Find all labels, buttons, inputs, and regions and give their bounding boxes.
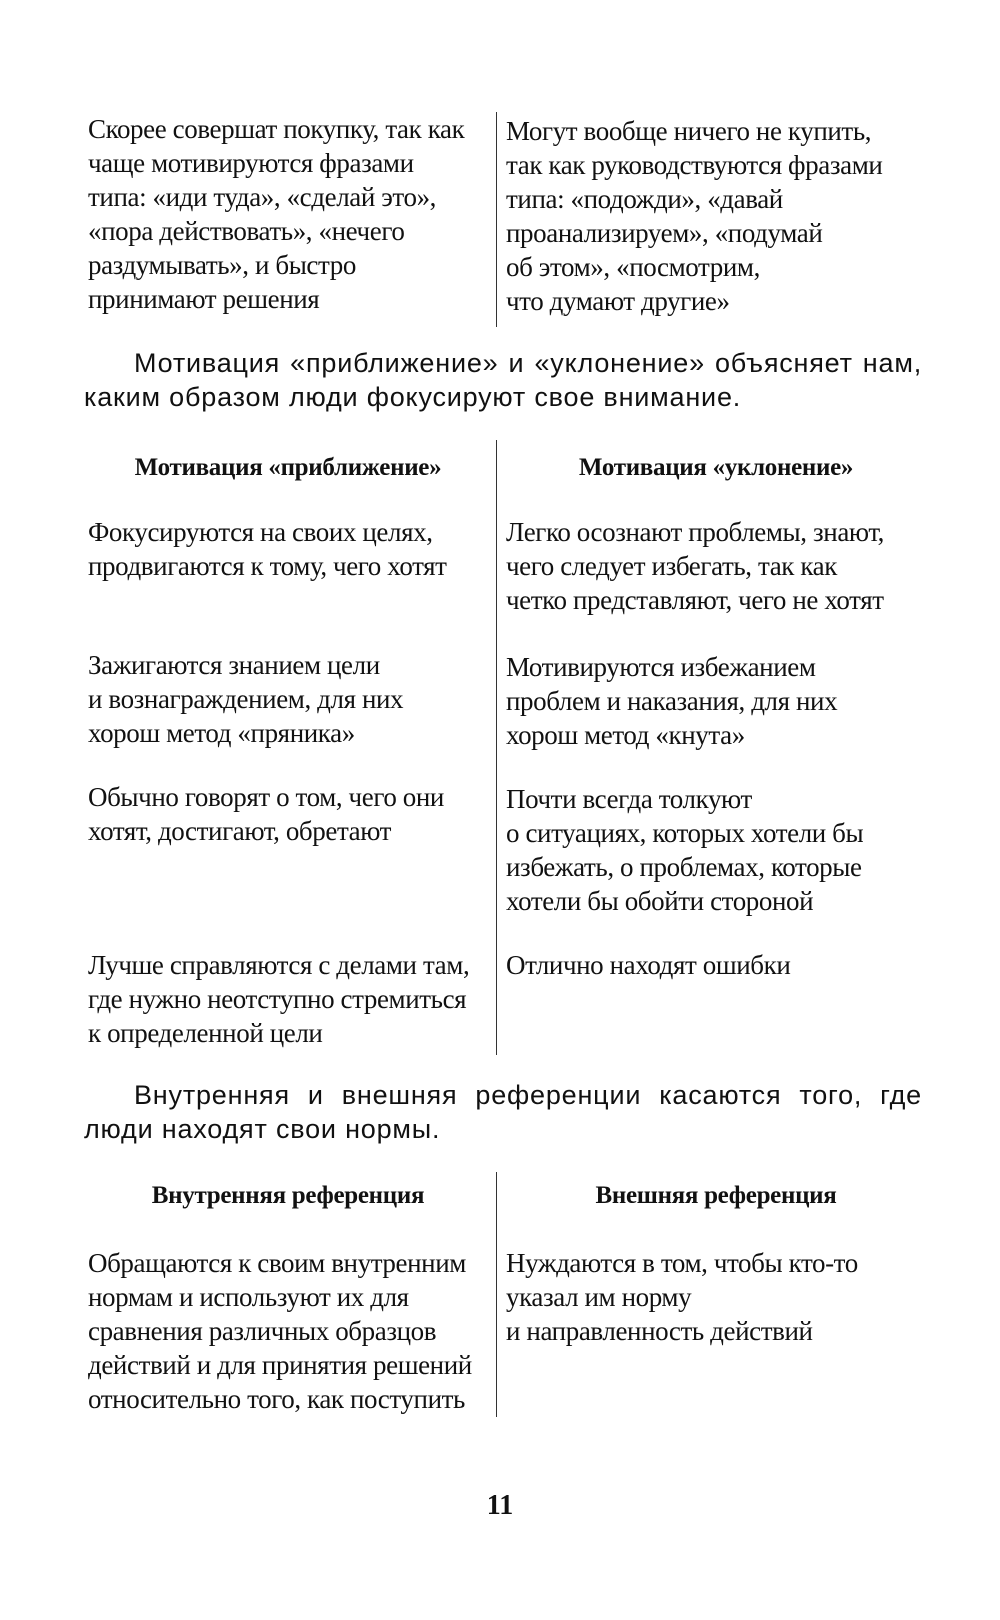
table-cell-right: Нуждаются в том, чтобы кто-то указал им норму и направленность действий <box>506 1248 858 1346</box>
reference-table <box>88 1172 918 1417</box>
comparison-table-continued <box>88 112 918 327</box>
table-cell-right: Мотивируются избежанием проблем и наказания, для них хорош метод «кнута» <box>506 652 838 750</box>
column-header-avoidance: Мотивация «уклонение» <box>578 454 854 481</box>
table-cell-right: Могут вообще ничего не купить, так как руководствуются фразами типа: «подожди», «давай проанализируем», «подумай об этом», «посмотрим, что думают другие» <box>506 116 883 316</box>
table-cell-right: Почти всегда толкуют о ситуациях, которых хотели бы избежать, о проблемах, которые хотели бы обойти стороной <box>506 784 864 916</box>
paragraph-approach-avoidance: Мотивация «приближение» и «уклонение» объясняет нам, каким образом люди фокусируют свое внимание. <box>84 348 922 412</box>
page-number: 11 <box>486 1490 514 1521</box>
table-cell-left: Обращаются к своим внутренним нормам и используют их для сравнения различных образцов действий и для принятия решений относительно того, как поступить <box>88 1248 472 1414</box>
column-header-internal: Внутренняя референция <box>151 1182 425 1209</box>
table-cell-left: Зажигаются знанием цели и вознаграждением, для них хорош метод «пряника» <box>88 650 404 748</box>
table-cell-left: Лучше справляются с делами там, где нужно неотступно стремиться к определенной цели <box>88 950 470 1048</box>
column-divider <box>496 1172 497 1417</box>
column-header-external: Внешняя референция <box>595 1182 837 1209</box>
motivation-table <box>88 440 918 1055</box>
column-divider <box>496 112 497 327</box>
column-divider <box>496 440 497 1055</box>
paragraph-reference: Внутренняя и внешняя референции касаются того, где люди находят свои нормы. <box>84 1080 922 1144</box>
table-cell-left: Фокусируются на своих целях, продвигаются к тому, чего хотят <box>88 517 447 581</box>
column-header-approach: Мотивация «приближение» <box>134 454 442 481</box>
table-cell-right: Отлично находят ошибки <box>506 950 791 980</box>
table-cell-left: Скорее совершат покупку, так как чаще мотивируются фразами типа: «иди туда», «сделай это», «пора действовать», «нечего раздумывать», и быстро принимают решения <box>88 114 465 314</box>
table-cell-right: Легко осознают проблемы, знают, чего следует избегать, так как четко представляют, чего не хотят <box>506 517 885 615</box>
table-cell-left: Обычно говорят о том, чего они хотят, достигают, обретают <box>88 782 444 846</box>
